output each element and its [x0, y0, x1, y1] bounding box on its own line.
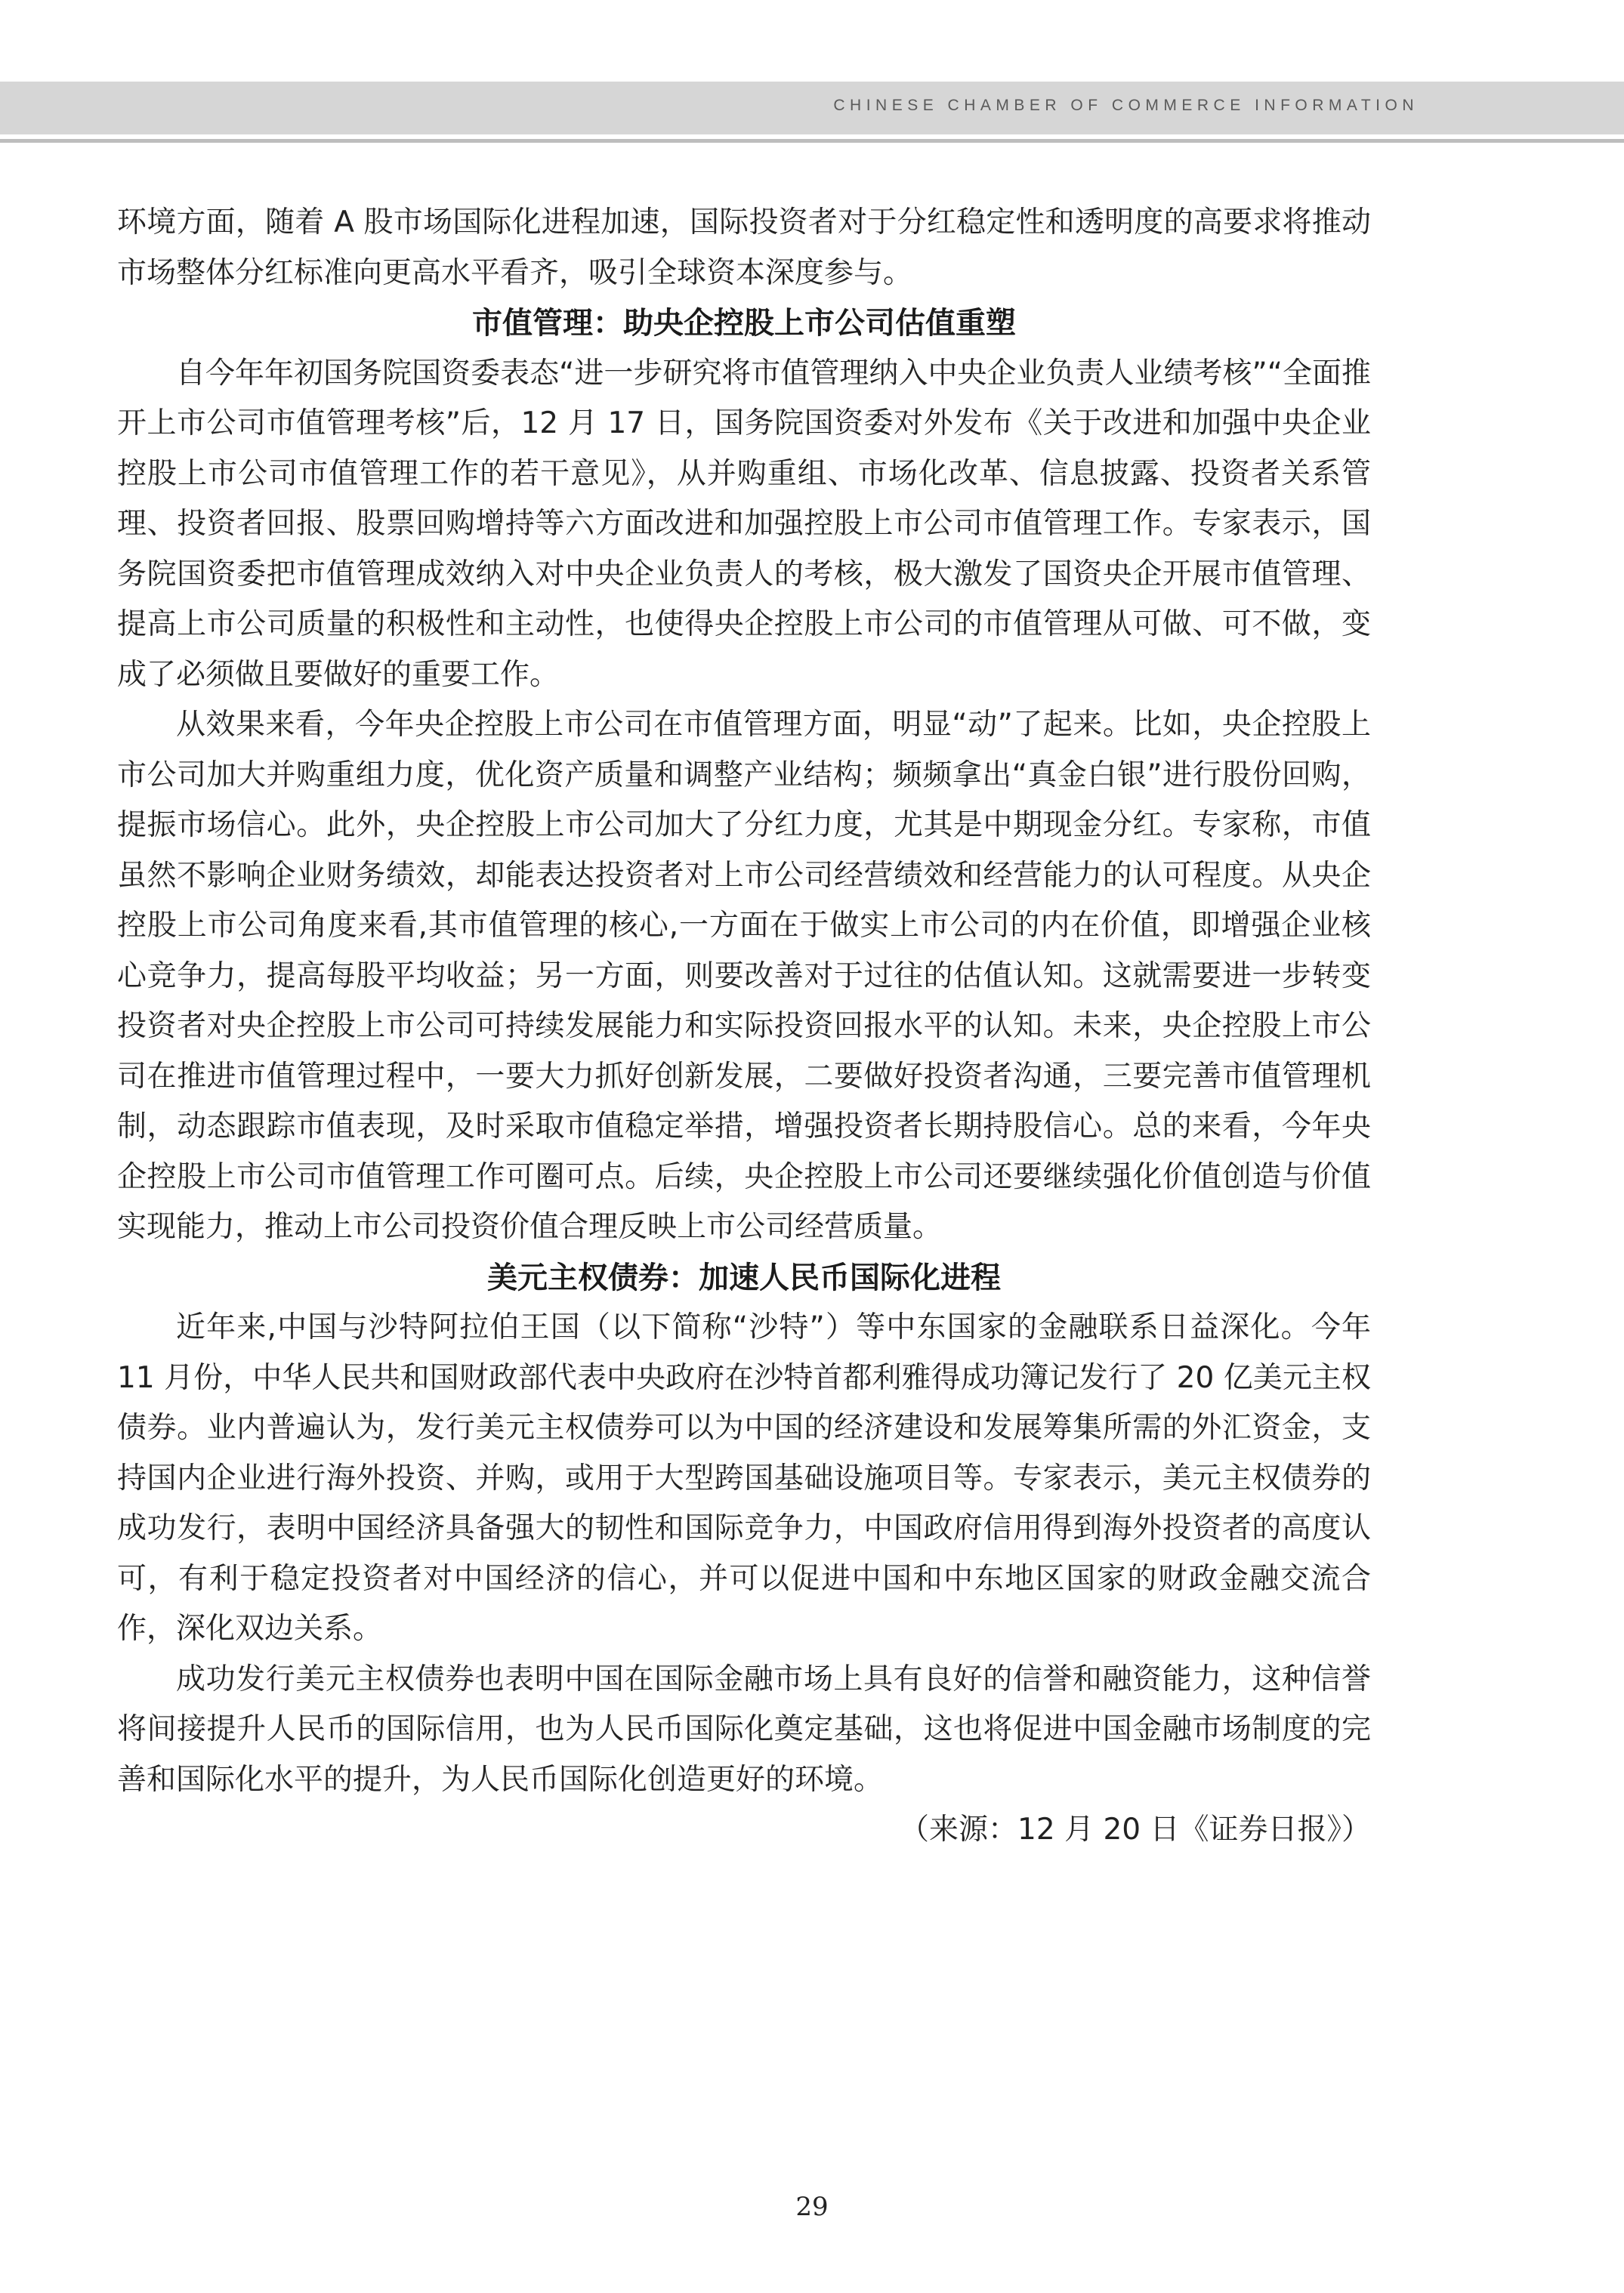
article-source: （来源：12 月 20 日《证券日报》）: [900, 1813, 1371, 1847]
section-heading-sovereign-bonds: 美元主权债券：加速人民币国际化进程: [487, 1260, 1001, 1295]
publication-title: CHINESE CHAMBER OF COMMERCE INFORMATION: [833, 97, 1419, 114]
page-number: 29: [795, 2192, 829, 2222]
section2-paragraph-1: 近年来,中国与沙特阿拉伯王国（以下简称“沙特”）等中东国家的金融联系日益深化。今年 11 月份，中华人民共和国财政部代表中央政府在沙特首都利雅得成功簿记发行了 20 亿美元主权债券。业内普遍认为，发行美元主权债券可以为中国的经济建设和发展筹集所需的外汇资金，支持国内企业进行海外投资、并购，或用于大型跨国基础设施项目等。专家表示，美元主权债券的成功发行，表明中国经济具备强大的韧性和国际竞争力，中国政府信用得到海外投资者的高度认可，有利于稳定投资者对中国经济的信心，并可以促进中国和中东地区国家的财政金融交流合作，深化双边关系。: [117, 1310, 1371, 1646]
article-body: [117, 198, 1371, 1856]
section-heading-market-value: 市值管理：助央企控股上市公司估值重塑: [472, 306, 1016, 341]
header-divider: [0, 139, 1624, 143]
section1-paragraph-1: 自今年年初国务院国资委表态“进一步研究将市值管理纳入中央企业负责人业绩考核”“全面推开上市公司市值管理考核”后，12 月 17 日，国务院国资委对外发布《关于改进和加强中央企业控股上市公司市值管理工作的若干意见》，从并购重组、市场化改革、信息披露、投资者关系管理、投资者回报、股票回购增持等六方面改进和加强控股上市公司市值管理工作。专家表示，国务院国资委把市值管理成效纳入对中央企业负责人的考核，极大激发了国资央企开展市值管理、提高上市公司质量的积极性和主动性，也使得央企控股上市公司的市值管理从可做、可不做，变成了必须做且要做好的重要工作。: [117, 356, 1371, 692]
section2-paragraph-2: 成功发行美元主权债券也表明中国在国际金融市场上具有良好的信誉和融资能力，这种信誉将间接提升人民币的国际信用，也为人民币国际化奠定基础，这也将促进中国金融市场制度的完善和国际化水平的提升，为人民币国际化创造更好的环境。: [117, 1662, 1371, 1797]
section1-paragraph-2: 从效果来看，今年央企控股上市公司在市值管理方面，明显“动”了起来。比如，央企控股上市公司加大并购重组力度，优化资产质量和调整产业结构；频频拿出“真金白银”进行股份回购，提振市场信心。此外，央企控股上市公司加大了分红力度，尤其是中期现金分红。专家称，市值虽然不影响企业财务绩效，却能表达投资者对上市公司经营绩效和经营能力的认可程度。从央企控股上市公司角度来看,其市值管理的核心,一方面在于做实上市公司的内在价值，即增强企业核心竞争力，提高每股平均收益；另一方面，则要改善对于过往的估值认知。这就需要进一步转变投资者对央企控股上市公司可持续发展能力和实际投资回报水平的认知。未来，央企控股上市公司在推进市值管理过程中，一要大力抓好创新发展，二要做好投资者沟通，三要完善市值管理机制，动态跟踪市值表现，及时采取市值稳定举措，增强投资者长期持股信心。总的来看，今年央企控股上市公司市值管理工作可圈可点。后续，央企控股上市公司还要继续强化价值创造与价值实现能力，推动上市公司投资价值合理反映上市公司经营质量。: [117, 708, 1371, 1244]
intro-paragraph: 环境方面，随着 A 股市场国际化进程加速，国际投资者对于分红稳定性和透明度的高要求将推动市场整体分红标准向更高水平看齐，吸引全球资本深度参与。: [117, 205, 1371, 290]
